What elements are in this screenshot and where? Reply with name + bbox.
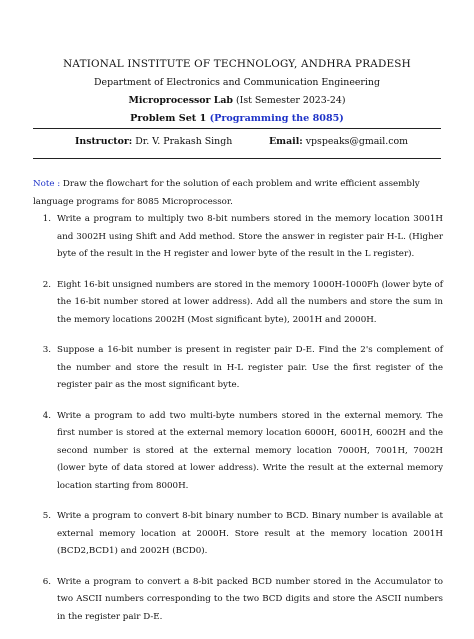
note-text: Draw the flowchart for the solution of each problem and write efficient assembly language programs for 8085 Microprocessor.	[33, 179, 420, 207]
problem-item	[33, 574, 443, 627]
problem-text: Write a program to multiply two 8-bit numbers stored in the memory location 3001H and 3002H using Shift and Add method. Store the answer in register pair H-L. (Higher byte of the result in the H register and lower byte of the result in the L register).	[57, 214, 443, 259]
top-divider	[33, 128, 441, 129]
lab-name: Microprocessor Lab	[128, 95, 233, 106]
instructor-name: Dr. V. Prakash Singh	[132, 136, 233, 147]
note-paragraph	[33, 176, 443, 211]
problem-number: 3.	[42, 345, 51, 355]
problem-item	[33, 211, 443, 264]
problem-number: 4.	[42, 410, 51, 421]
email-label: Email:	[269, 136, 303, 147]
email-info	[269, 136, 408, 147]
problem-set-label: Problem Set 1	[130, 113, 210, 124]
problem-text: Suppose a 16-bit number is present in register pair D-E. Find the 2's complement of the number and store the result in H-L register pair. Use the first register of the register pair as the most significant byte.	[57, 345, 443, 390]
problem-text: Write a program to convert 8-bit binary number to BCD. Binary number is available at external memory location at 2000H. Store result at the memory location 2001H (BCD2,BCD1) and 2002H (BCD0).	[57, 511, 443, 556]
problem-text: Write a program to add two multi-byte numbers stored in the external memory. The first number is stored at the external memory location 6000H, 6001H, 6002H and the second number is stored at the external memory location 7000H, 7001H, 7002H (lower byte of data stored at lower address). Write the result at the external memory location starting from 8000H.	[57, 410, 443, 491]
problem-set-topic: (Programming the 8085)	[209, 113, 344, 124]
document-header	[0, 57, 474, 125]
email-value: vpspeaks@gmail.com	[302, 136, 409, 147]
instructor-label: Instructor:	[75, 136, 133, 147]
instructor-info	[75, 136, 232, 147]
problem-number: 2.	[42, 279, 51, 290]
problem-item	[33, 277, 443, 330]
problem-item	[33, 408, 443, 496]
department-name: Department of Electronics and Communication Engineering	[94, 77, 380, 88]
problem-item	[33, 342, 443, 395]
problem-set-title	[0, 112, 474, 125]
problem-number: 5.	[42, 511, 51, 521]
contact-row	[33, 136, 441, 152]
problem-number: 6.	[42, 576, 51, 587]
institute-name: NATIONAL INSTITUTE OF TECHNOLOGY, ANDHRA PRADESH	[63, 58, 411, 70]
note-label: Note :	[33, 179, 61, 189]
problem-text: Eight 16-bit unsigned numbers are stored in the memory 1000H-1000Fh (lower byte of the 16-bit number stored at lower address). Add all the numbers and store the sum in the memory locations 2002H (Most significant byte), 2001H and 2000H.	[57, 279, 443, 325]
problem-item	[33, 508, 443, 561]
semester: (Ist Semester 2023-24)	[232, 95, 346, 106]
lab-line	[0, 94, 474, 107]
problem-number: 1.	[42, 214, 51, 224]
problem-text: Write a program to convert a 8-bit packed BCD number stored in the Accumulator to two ASCII numbers corresponding to the two BCD digits and store the ASCII numbers in the register pair D-E.	[57, 576, 443, 622]
bottom-divider	[33, 158, 441, 159]
problem-list	[33, 211, 443, 639]
